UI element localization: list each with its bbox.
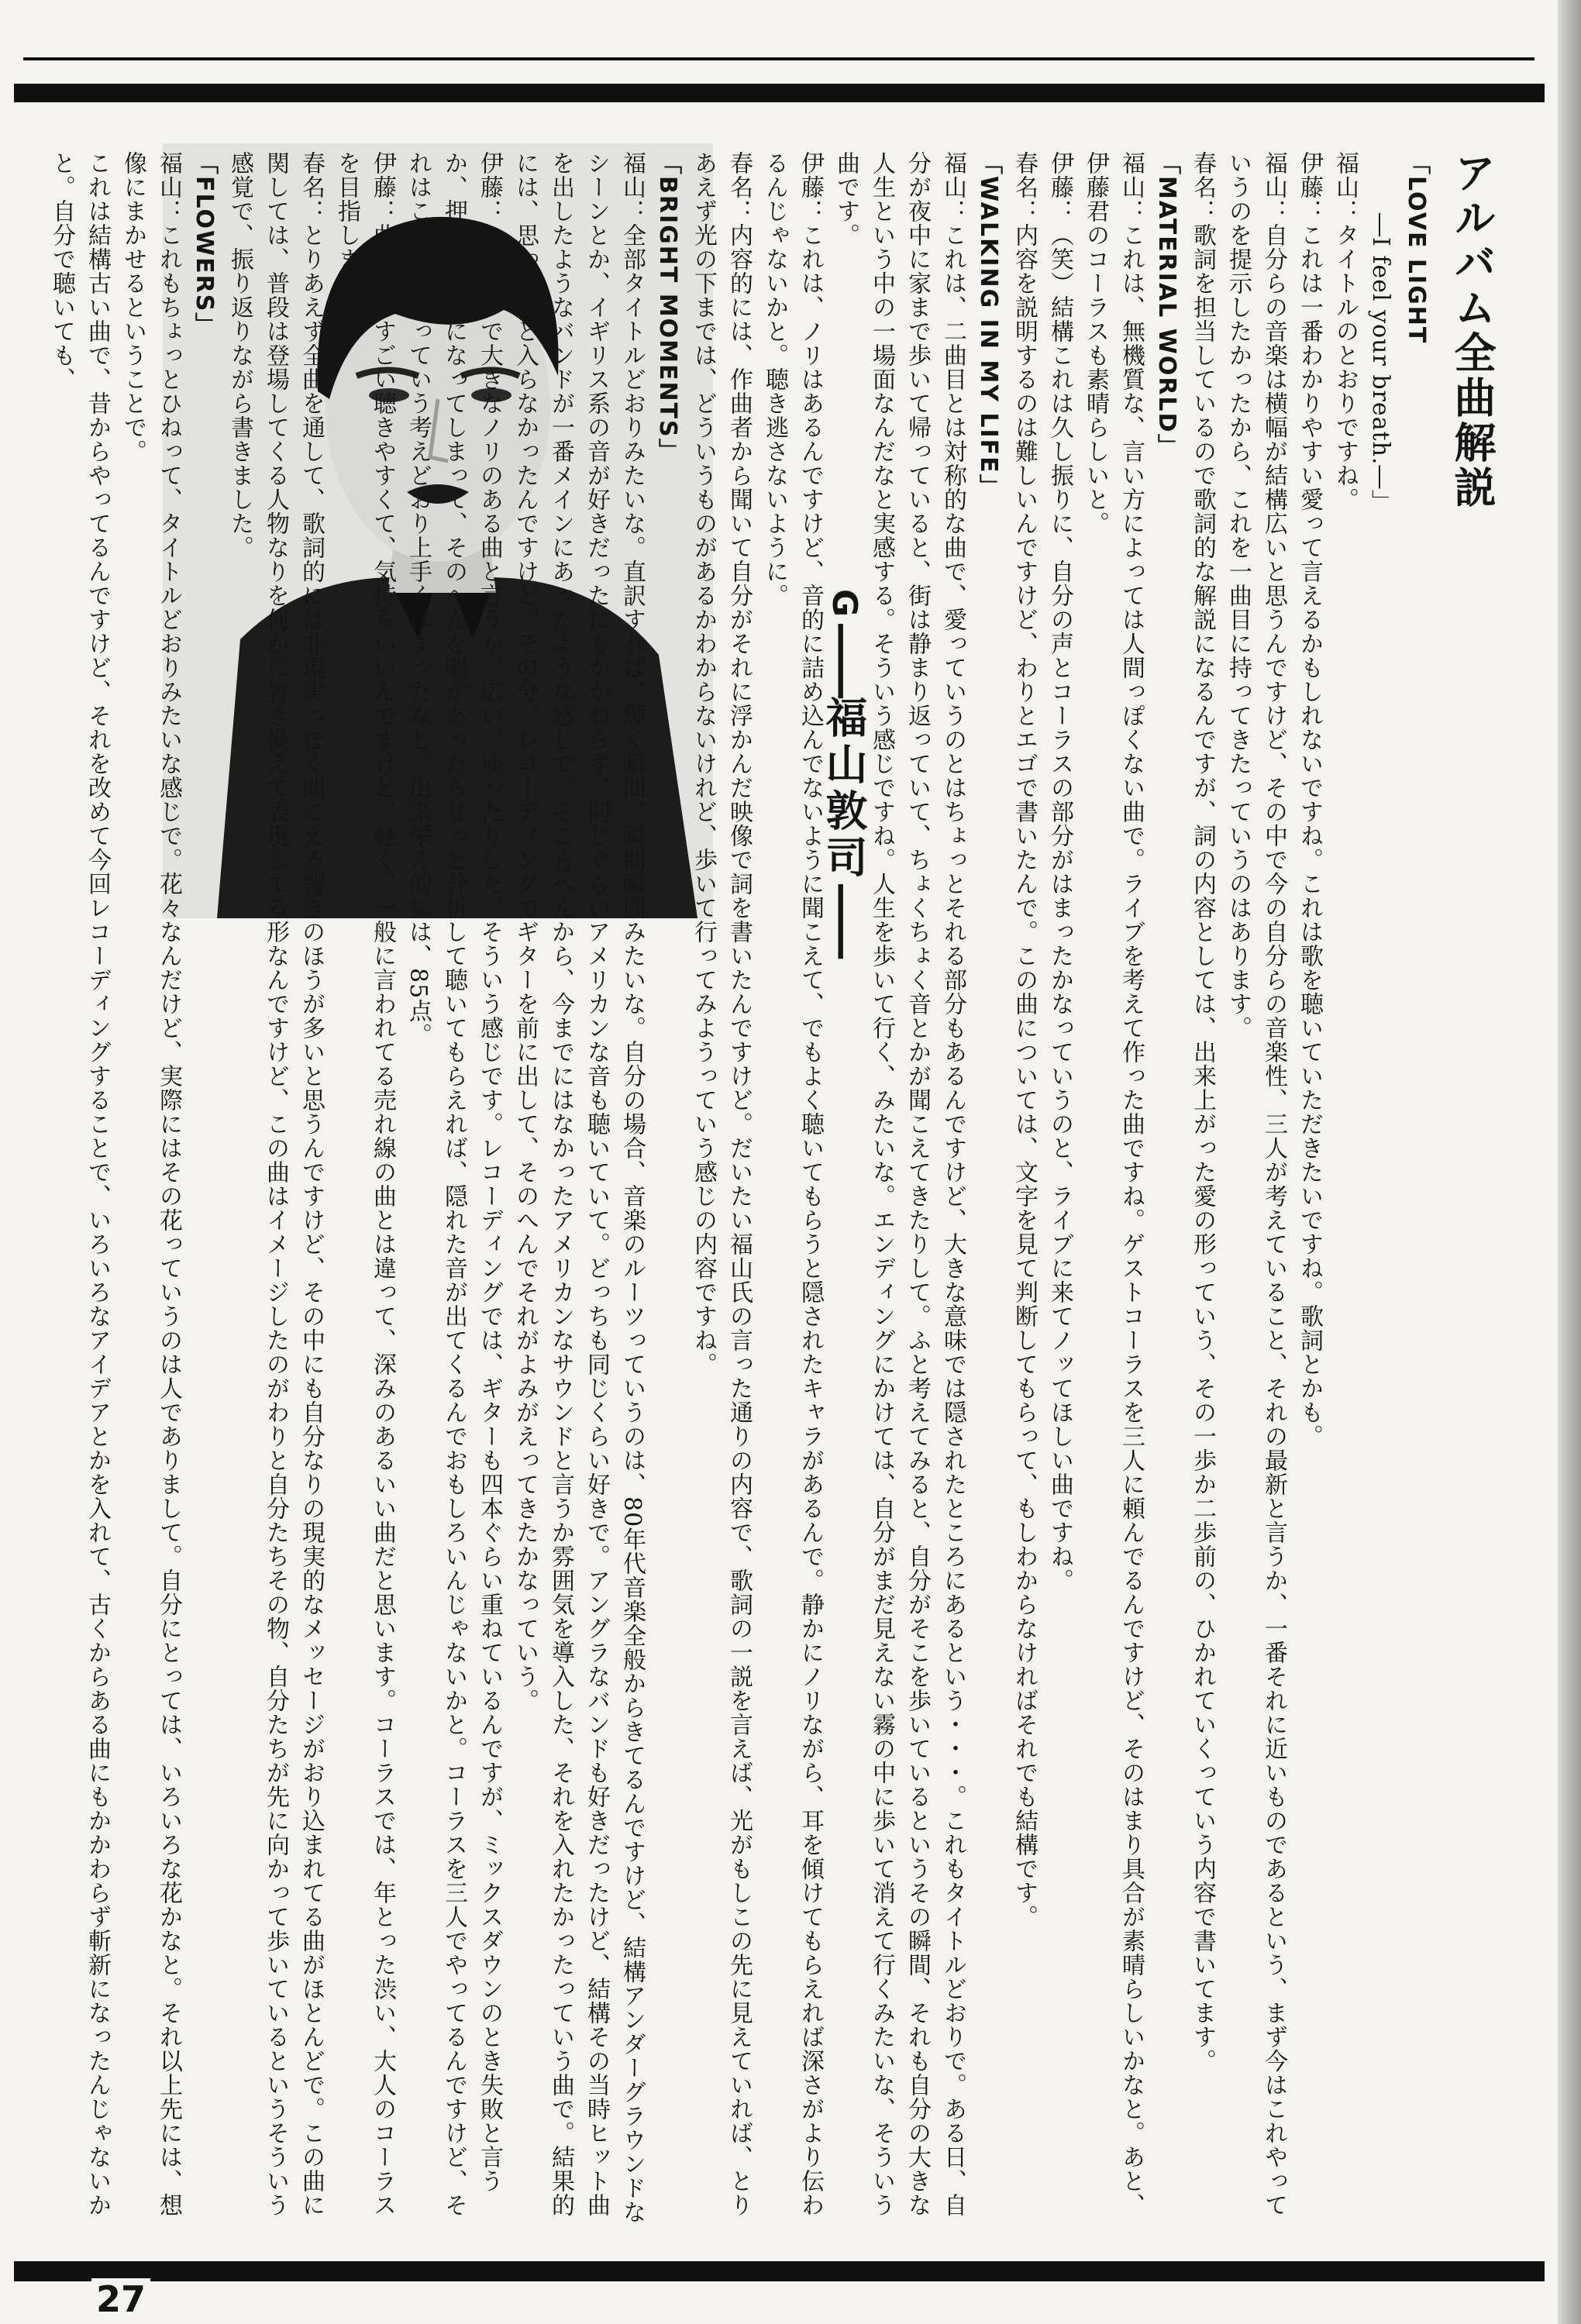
- song-title-walking-in-my-life: 「WALKING IN MY LIFE」: [975, 151, 1002, 499]
- paragraph: 春名：内容的には、作曲者から聞いて自分がそれに浮かんだ映像で詞を書いたんですけど。だいたい福山氏の言った通りの内容で、歌詞の一説を言えば、光がもしこの先に見えていれば、とりあえず光の下までは、どういうものがあるかわからないけれど、歩いて行ってみようっていう感じの内容ですね。: [690, 151, 753, 2217]
- paragraph: 福山：これは、二曲目とは対称的な曲で、愛っていうのとはちょっとそれる部分もあるんですけど、大きな意味では隠されたところにあるという・・・。これもタイトルどおりで。ある日、自分が夜中に家まで歩いて帰っていると、街は静まり返っていて、ちょくちょく音とかが聞こえてきたりして。ふと考えてみると、自分がそこを歩いているというその瞬間、それも自分の大きな人生という中の一場面なんだなと実感する。そういう感じですね。人生を歩いて行く、みたいな。エンディングにかけては、自分がまだ見えない霧の中に歩いて消えて行くみたいな、そういう曲です。: [832, 151, 966, 2217]
- paragraph: これは結構古い曲で、昔からやってるんですけど、それを改めて今回レコーディングすることで、いろいろなアイデアとかを入れて、古くからある曲にもかかわらず斬新になったんじゃないかと。自分で聴いても、: [48, 151, 111, 2217]
- top-thin-rule: [23, 57, 1534, 60]
- paragraph: 福山：タイトルのとおりですね。: [1331, 151, 1359, 511]
- byline-name: 福山敦司: [819, 696, 869, 883]
- song-title-love-light: 「LOVE LIGHT: [1403, 151, 1430, 345]
- paragraph: 春名：内容を説明するのは難しいんですけど、わりとエゴで書いたんで。この曲については、文字を見て判断してもらって、もしわからなければそれでも結構です。: [1011, 151, 1038, 1929]
- song-subtitle-love-light: ―I feel your breath.―」: [1367, 213, 1394, 514]
- paragraph: 春名：歌詞を担当しているので歌詞的な解説になるんですが、詞の内容としては、出来上がった愛の形っていう、その一歩か二歩前の、ひかれていくっていう内容で書いてます。: [1189, 151, 1216, 2073]
- paragraph: 伊藤：（笑）結構これは久し振りに、自分の声とコーラスの部分がはまったかなっていうのと、ライブに来てノッてほしい曲ですね。: [1046, 151, 1073, 1592]
- paragraph: 福山：全部タイトルどおりみたいな。直訳すれば、輝く瞬間、瞬間瞬間みたいな。自分の場合、音楽のルーツっていうのは、80年代音楽全般からきてるんですけど、結構アンダーグラウンドなシーンとか、イギリス系の音が好きだったにもかかわらず、同じぐらいアメリカンな音も聴いていて。どっちも同じくらい好きで。アングラなバンドも好きだったけど、結構その当時ヒット曲を出したようなバンドが一番メインにあったような感じで。そこらへんから、今までにはなかったアメリカンなサウンドと言うか雰囲気を導入した、それを入れたかったっていう曲で。結果的には、思ったほど入らなかったんですけど。その分、レコーディングでギターを前に出して、そのへんでそれがよみがえってきたかなっていう。: [512, 151, 646, 2225]
- page-edge-shadow: [1558, 0, 1581, 2324]
- paragraph: 福山：これもちょっとひねって、タイトルどおりみたいな感じで。花々なんだけど、実際にはその花っていうのは人でありまして。自分にとっては、いろいろな花かなと。それ以上先には、想像にまかせるということで。: [119, 151, 182, 2217]
- song-title-material-world: 「MATERIAL WORLD」: [1153, 151, 1180, 459]
- paragraph: 伊藤：シンプルで大きなノリのある曲と言うか、広い、ゆったりした、そういう感じです。レコーディングでは、ギターも四本ぐらい重ねているんですが、ミックスダウンのとき失敗と言うか、押さえ気味になってしまって、そのへんを暇があったらじっと分析して聴いてもらえれば、隠れた音が出てくるんでおもしろいんじゃないかと。コーラスを三人でやってるんですけど、それはこうしたいっていう考えどおり上手くはまったなと。出来栄え的には、85点。: [405, 151, 503, 2217]
- song-title-bright-moments: 「BRIGHT MOMENTS」: [654, 151, 681, 463]
- song-title-flowers: 「FLOWERS」: [191, 151, 218, 338]
- byline-section-letter: G: [825, 589, 864, 622]
- byline-dash: ——: [819, 621, 869, 697]
- article-heading: アルバム全曲解説: [1448, 151, 1497, 511]
- paragraph: 伊藤：これは、ノリはあるんですけど、音的に詰め込んでないように聞こえて、でもよく聴いてもらうと隠されたキャラがあるんで。静かにノリながら、耳を傾けてもらえれば深さがより伝わるんじゃないかと。聴き逃さないように。: [761, 151, 824, 2217]
- paragraph: 福山：自分らの音楽は横幅が結構広いと思うんですけど、その中で今の自分らの音楽性、三人が考えていること、それの最新と言うか、一番それに近いものであるという、まず今はこれやっていうのを提示したかったから、これを一曲目に持ってきたっていうのはあります。: [1224, 151, 1287, 2217]
- paragraph: 春名：とりあえず全曲を通して、歌詞的には非現実っぽく聞こえる響きのほうが多いと思うんですけど、その中にも自分なりの現実的なメッセージがおり込まれてる曲がほとんどで。この曲に関しては、普段は登場してくる人物なりを何かに置き換えて表現してる形なんですけど、この曲はイメージしたのがわりと自分たちその物、自分たちが先に向かって歩いているというそういう感覚で、振り返りながら書きました。: [226, 151, 325, 2217]
- page-number: 27: [91, 2278, 150, 2320]
- paragraph: 伊藤：これは一番わかりやすい愛って言えるかもしれないですね。これは歌を聴いていただきたいですね。歌詞とかも。: [1296, 151, 1323, 1448]
- paragraph: 伊藤：曲的にもすごい聴きやすくて、気持ちいいんですけど、軽く、一般に言われてる売れ線の曲とは違って、深みのあるいい曲だと思います。コーラスでは、年とった渋い、大人のコーラスを目指しました。: [333, 151, 396, 2217]
- byline-trail: ——: [819, 882, 869, 957]
- bottom-thick-rule: [14, 2261, 1545, 2281]
- article-body: [48, 151, 1497, 2236]
- paragraph: 福山：これは、無機質な、言い方によっては人間っぽくない曲で。ライブを考えて作った曲ですね。ゲストコーラスを三人に頼んでるんですけど、そのはまり具合が素晴らしいかなと。あと、伊藤君のコーラスも素晴らしいと。: [1082, 151, 1145, 2217]
- top-thick-rule: [14, 84, 1545, 102]
